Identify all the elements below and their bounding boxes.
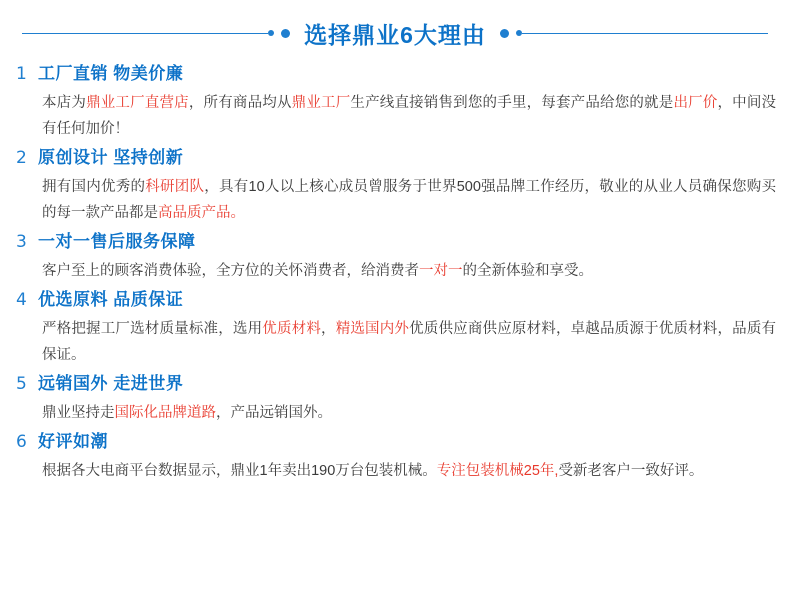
body-text: 根据各大电商平台数据显示，鼎业1年卖出190万台包装机械。 xyxy=(42,463,437,479)
list-item xyxy=(14,286,776,368)
highlight-text: 国际化品牌道路 xyxy=(114,405,216,421)
list-item xyxy=(14,144,776,226)
reasons-list xyxy=(0,56,790,484)
item-body xyxy=(38,60,776,142)
body-text: ，产品远销国外。 xyxy=(216,405,332,421)
item-body xyxy=(38,428,776,484)
list-item xyxy=(14,428,776,484)
body-text: 生产线直接销售到您的手里，每套产品给您的就是 xyxy=(350,95,674,111)
item-body xyxy=(38,144,776,226)
item-title: 工厂直销 物美价廉 xyxy=(38,64,184,83)
highlight-text: 一对一 xyxy=(419,263,463,279)
highlight-text: 高品质产品。 xyxy=(158,205,245,221)
item-text xyxy=(38,258,776,284)
body-text: 受新老客户一致好评。 xyxy=(558,463,704,479)
body-text: ，中间没有任何加价！ xyxy=(42,95,777,137)
item-body xyxy=(38,286,776,368)
header-dot-left xyxy=(281,29,290,38)
promo-reasons-panel xyxy=(0,10,790,596)
body-text: 优质供应商供应原材料，卓越品质源于优质材料，品质有保证。 xyxy=(42,321,777,363)
body-text: ，所有商品均从 xyxy=(188,95,292,111)
body-text: ， xyxy=(321,321,336,337)
body-text: 严格把握工厂选材质量标准，选用 xyxy=(42,321,263,337)
list-item xyxy=(14,60,776,142)
list-item xyxy=(14,370,776,426)
body-text: 鼎业坚持走 xyxy=(42,405,115,421)
item-number: 1 xyxy=(16,64,27,84)
body-text: 的全新体验和享受。 xyxy=(462,263,593,279)
item-title: 好评如潮 xyxy=(38,432,108,451)
header-dot-left-small xyxy=(268,30,274,36)
highlight-text: 出厂价 xyxy=(673,95,718,111)
highlight-text: 精选国内外 xyxy=(335,321,410,337)
item-title: 一对一售后服务保障 xyxy=(38,232,196,251)
item-text xyxy=(38,174,776,226)
header-dot-right xyxy=(500,29,509,38)
item-number: 2 xyxy=(16,148,27,168)
item-body xyxy=(38,370,776,426)
list-item xyxy=(14,228,776,284)
body-text: ，具有10人以上核心成员曾服务于世界500强品牌工作经历，敬业的从业人员确保您购买的每一款产品都是 xyxy=(42,179,776,221)
item-text xyxy=(38,400,776,426)
item-number: 6 xyxy=(16,432,27,452)
item-title: 原创设计 坚持创新 xyxy=(38,148,184,167)
body-text: 本店为 xyxy=(42,95,87,111)
header-rule-right xyxy=(522,33,768,34)
highlight-text: 专注包装机械25年, xyxy=(436,463,559,479)
item-title: 优选原料 品质保证 xyxy=(38,290,184,309)
highlight-text: 科研团队 xyxy=(145,179,205,195)
item-number: 4 xyxy=(16,290,27,310)
page-title: 选择鼎业6大理由 xyxy=(304,21,486,48)
item-body xyxy=(38,228,776,284)
highlight-text: 鼎业工厂 xyxy=(291,95,351,111)
item-number: 5 xyxy=(16,374,27,394)
header-rule-left xyxy=(22,33,268,34)
highlight-text: 优质材料 xyxy=(262,321,321,337)
item-title: 远销国外 走进世界 xyxy=(38,374,184,393)
item-number: 3 xyxy=(16,232,27,252)
panel-header xyxy=(0,10,790,56)
body-text: 客户至上的顾客消费体验，全方位的关怀消费者，给消费者 xyxy=(42,263,419,279)
highlight-text: 鼎业工厂直营店 xyxy=(86,95,189,111)
item-text xyxy=(38,90,776,142)
body-text: 拥有国内优秀的 xyxy=(42,179,146,195)
item-text xyxy=(38,458,776,484)
item-text xyxy=(38,316,776,368)
